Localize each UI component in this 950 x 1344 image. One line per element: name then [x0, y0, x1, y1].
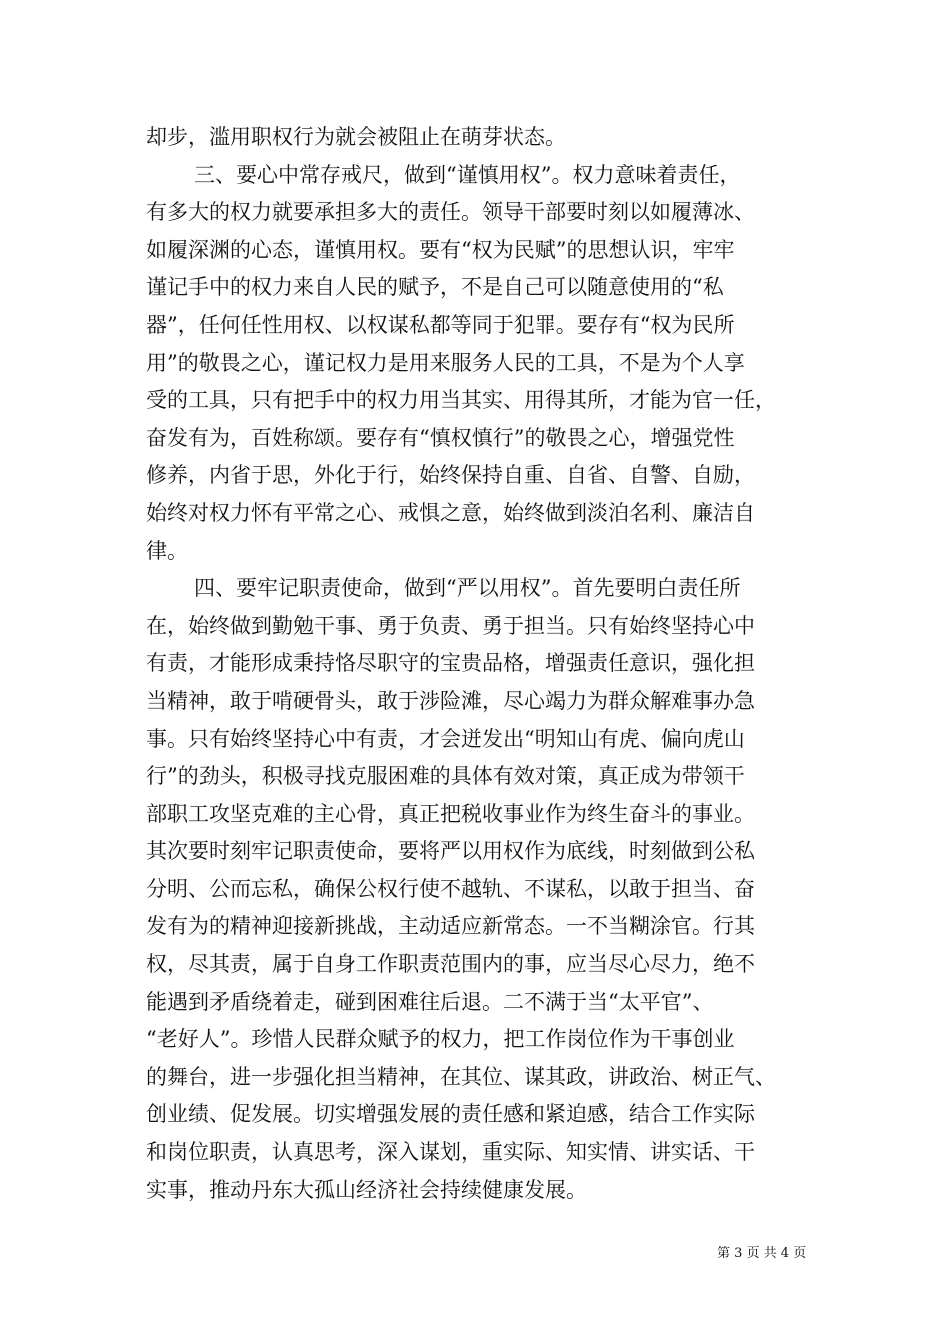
- text-line: 三、要心中常存戒尺，做到“谨慎用权”。权力意味着责任，: [194, 162, 741, 187]
- text-line: 权，尽其责，属于自身工作职责范围内的事，应当尽心尽力，绝不: [146, 952, 755, 977]
- text-line: 如履深渊的心态，谨慎用权。要有“权为民赋”的思想认识，牢牢: [146, 237, 735, 262]
- text-line: 有责，才能形成秉持恪尽职守的宝贵品格，增强责任意识，强化担: [146, 651, 755, 676]
- text-line: 器”，任何任性用权、以权谋私都等同于犯罪。要存有“权为民所: [146, 312, 735, 337]
- text-line: 在，始终做到勤勉干事、勇于负责、勇于担当。只有始终坚持心中: [146, 613, 755, 638]
- text-line: 部职工攻坚克难的主心骨，真正把税收事业作为终生奋斗的事业。: [146, 801, 755, 826]
- text-line: 发有为的精神迎接新挑战，主动适应新常态。一不当糊涂官。行其: [146, 914, 755, 939]
- text-line: 律。: [146, 538, 188, 563]
- text-line: 创业绩、促发展。切实增强发展的责任感和紧迫感，结合工作实际: [146, 1102, 755, 1127]
- text-line: 四、要牢记职责使命，做到“严以用权”。首先要明白责任所: [194, 576, 741, 601]
- text-line: 和岗位职责，认真思考，深入谋划，重实际、知实情、讲实话、干: [146, 1140, 755, 1165]
- text-line: 受的工具，只有把手中的权力用当其实、用得其所，才能为官一任，: [146, 388, 776, 413]
- page-number-footer: 第 3 页 共 4 页: [717, 1246, 807, 1261]
- text-line: “老好人”。珍惜人民群众赋予的权力，把工作岗位作为干事创业: [146, 1027, 735, 1052]
- text-line: 事。只有始终坚持心中有责，才会迸发出“明知山有虎、偏向虎山: [146, 726, 745, 751]
- text-line: 谨记手中的权力来自人民的赋予，不是自己可以随意使用的“私: [146, 275, 724, 300]
- text-line: 却步，滥用职权行为就会被阻止在萌芽状态。: [146, 125, 566, 149]
- text-line: 有多大的权力就要承担多大的责任。领导干部要时刻以如履薄冰、: [146, 200, 755, 225]
- text-line: 行”的劲头，积极寻找克服困难的具体有效对策，真正成为带领干: [146, 764, 745, 789]
- text-line: 其次要时刻牢记职责使命，要将严以用权作为底线，时刻做到公私: [146, 839, 755, 864]
- text-line: 能遇到矛盾绕着走，碰到困难往后退。二不满于当“太平官”、: [146, 989, 714, 1014]
- text-line: 修养，内省于思，外化于行，始终保持自重、自省、自警、自励，: [146, 463, 755, 488]
- text-line: 实事，推动丹东大孤山经济社会持续健康发展。: [146, 1177, 587, 1202]
- text-line: 奋发有为，百姓称颂。要存有“慎权慎行”的敬畏之心，增强党性: [146, 425, 735, 450]
- body-text: [146, 119, 812, 1209]
- text-line: 用”的敬畏之心，谨记权力是用来服务人民的工具，不是为个人享: [146, 350, 745, 375]
- text-line: 当精神，敢于啃硬骨头，敢于涉险滩，尽心竭力为群众解难事办急: [146, 688, 755, 713]
- text-line: 始终对权力怀有平常之心、戒惧之意，始终做到淡泊名利、廉洁自: [146, 500, 755, 525]
- text-line: 分明、公而忘私，确保公权行使不越轨、不谋私，以敢于担当、奋: [146, 876, 755, 901]
- text-line: 的舞台，进一步强化担当精神，在其位、谋其政，讲政治、树正气、: [146, 1064, 776, 1089]
